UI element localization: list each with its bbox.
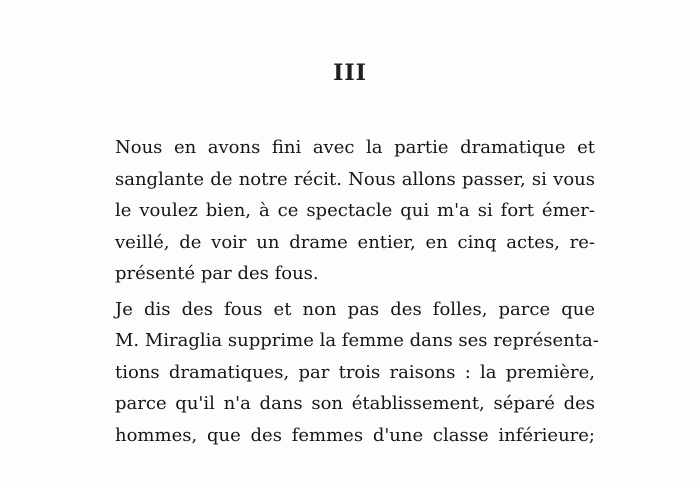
- text-line: sanglante de notre récit. Nous allons passer, si vous: [115, 168, 595, 190]
- body-text: [115, 132, 599, 451]
- paragraph-1: [115, 132, 595, 290]
- text-line: hommes, que des femmes d'une classe inférieure;: [115, 424, 595, 446]
- text-line: Nous en avons fini avec la partie dramatique et: [115, 137, 595, 158]
- text-line: tions dramatiques, par trois raisons : la première,: [115, 361, 595, 383]
- text-line: le voulez bien, à ce spectacle qui m'a si fort émer-: [115, 200, 595, 221]
- text-line: M. Miraglia supprime la femme dans ses représenta-: [115, 330, 599, 351]
- text-line: présenté par des fous.: [115, 263, 319, 284]
- text-line: parce qu'il n'a dans son établissement, séparé des: [115, 393, 595, 414]
- text-line: Je dis des fous et non pas des folles, parce que: [115, 298, 595, 320]
- chapter-heading: III: [333, 60, 367, 86]
- paragraph-2: [115, 294, 599, 452]
- text-line: veillé, de voir un drame entier, en cinq actes, re-: [115, 231, 595, 253]
